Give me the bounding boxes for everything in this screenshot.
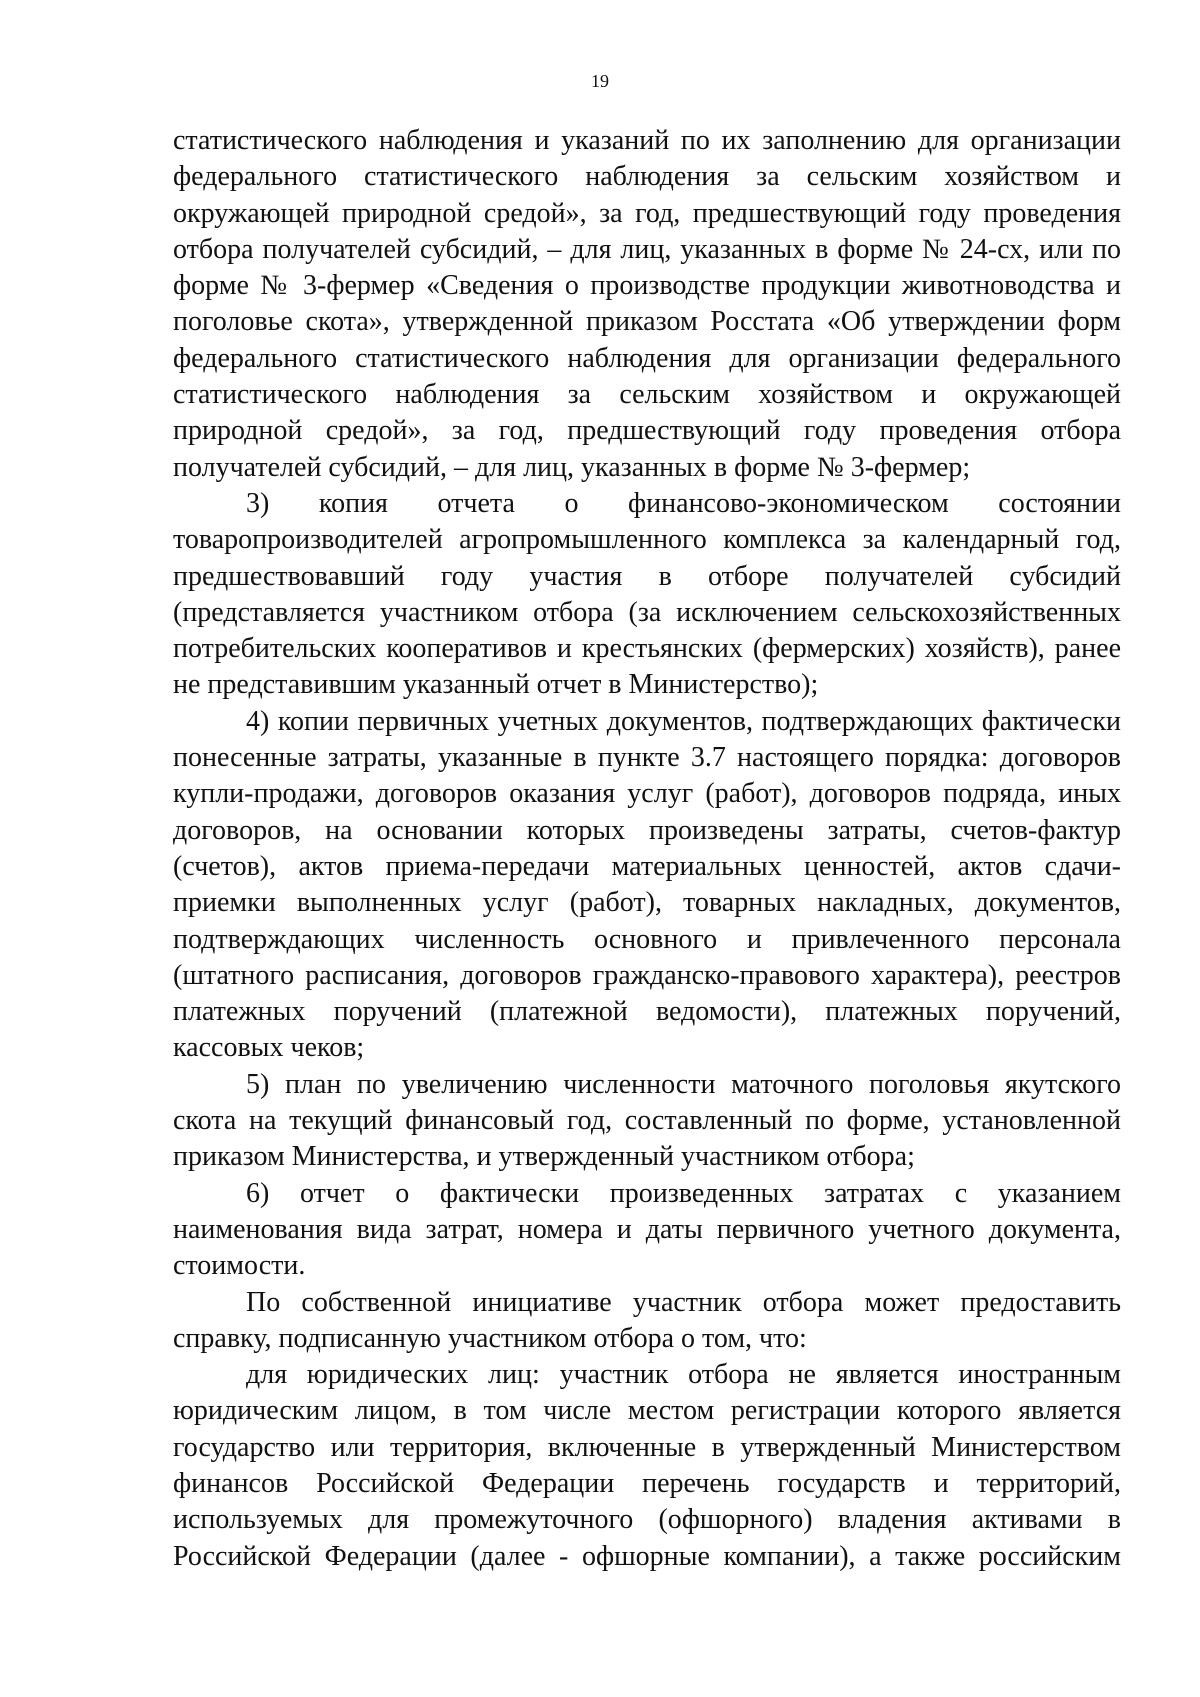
paragraph-3: 4) копии первичных учетных документов, подтверждающих фактически понесенные затраты, указанные в пункте 3.7 настоящего порядка: договоров купли-продажи, договоров оказания услуг (работ), договоров подряда, иных договоров, на основании которых произведены затраты, счетов-фактур (счетов), актов приема-передачи материальных ценностей, актов сдачи-приемки выполненных услуг (работ), товарных накладных, документов, подтверждающих численность основного и привлеченного персонала (штатного расписания, договоров гражданско-правового характера), реестров платежных поручений (платежной ведомости), платежных поручений, кассовых чеков; — [173, 705, 1121, 1064]
paragraph-2: 3) копия отчета о финансово-экономическом состоянии товаропроизводителей агропромышленного комплекса за календарный год, предшествовавший году участия в отборе получателей субсидий (представляется участником отбора (за исключением сельскохозяйственных потребительских кооперативов и крестьянских (фермерских) хозяйств), ранее не представившим указанный отчет в Министерство); — [173, 487, 1121, 701]
paragraph-6: По собственной инициативе участник отбора может предоставить справку, подписанную участником отбора о том, что: — [173, 1286, 1121, 1354]
document-body — [173, 123, 1121, 1575]
paragraph-7: для юридических лиц: участник отбора не является иностранным юридическим лицом, в том числе местом регистрации которого является государство или территория, включенные в утвержденный Министерством финансов Российской Федерации перечень государств и территорий, используемых для промежуточного (офшорного) владения активами в Российской Федерации (далее - офшорные компании), а также российским — [173, 1359, 1121, 1572]
page-number: 19 — [591, 71, 609, 91]
paragraph-4: 5) план по увеличению численности маточного поголовья якутского скота на текущий финансовый год, составленный по форме, установленной приказом Министерства, и утвержденный участником отбора; — [173, 1068, 1121, 1173]
paragraph-5: 6) отчет о фактически произведенных затратах с указанием наименования вида затрат, номера и даты первичного учетного документа, стоимости. — [173, 1177, 1121, 1282]
paragraph-1: статистического наблюдения и указаний по их заполнению для организации федерального статистического наблюдения за сельским хозяйством и окружающей природной средой», за год, предшествующий году проведения отбора получателей субсидий, – для лиц, указанных в форме № 24-сх, или по форме № 3-фермер «Сведения о производстве продукции животноводства и поголовье скота», утвержденной приказом Росстата «Об утверждении форм федерального статистического наблюдения для организации федерального статистического наблюдения за сельским хозяйством и окружающей природной средой», за год, предшествующий году проведения отбора получателей субсидий, – для лиц, указанных в форме № 3-фермер; — [173, 125, 1121, 483]
